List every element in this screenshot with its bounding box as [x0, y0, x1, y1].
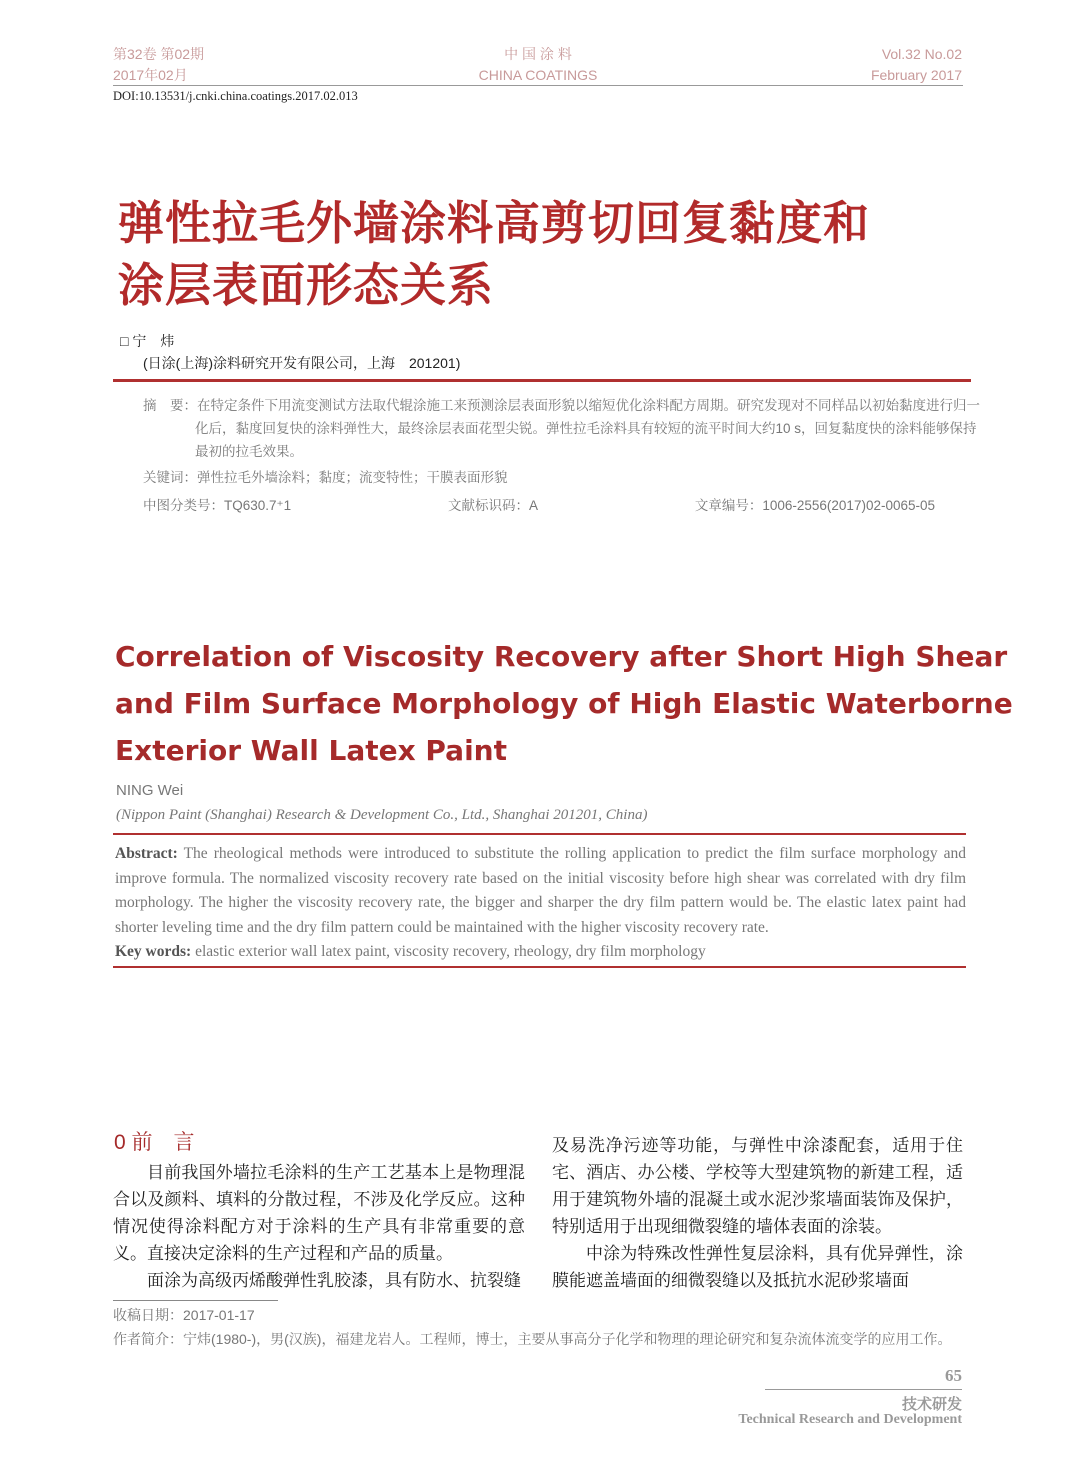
title-cn-line: 涂层表面形态关系: [118, 258, 494, 312]
clc-number: 中图分类号：TQ630.7⁺1: [143, 498, 292, 513]
document-code: 文献标识码：A: [448, 498, 539, 513]
paragraph: 及易洗净污迹等功能，与弹性中涂漆配套，适用于住宅、酒店、办公楼、学校等大型建筑物的新建工程，适用于建筑物外墙的混凝土或水泥沙浆墙面装饰及保护，特别适用于出现细微裂缝的墙体表面的涂装。: [552, 1136, 963, 1237]
paragraph: 面涂为高级丙烯酸弹性乳胶漆，具有防水、抗裂缝: [147, 1271, 521, 1291]
column-right: [552, 1133, 963, 1295]
journal-cn: 中 国 涂 料: [504, 46, 572, 62]
header-center: [438, 44, 638, 86]
divider: [113, 379, 971, 382]
author-cn: □ 宁 炜: [120, 333, 175, 349]
received-date: 收稿日期：2017-01-17: [113, 1307, 255, 1323]
date-en: February 2017: [870, 67, 962, 83]
title-cn: [118, 192, 870, 316]
section-heading: 0 前 言: [114, 1131, 195, 1154]
doi: DOI:10.13531/j.cnki.china.coatings.2017.02.013: [113, 89, 358, 103]
abstract-en-text: The rheological methods were introduced to substitute the rolling application to predict the film surface morphology and improve formula. The normalized viscosity recovery rate based on the initial viscosity before high shear was correlated with dry film morphology. The higher the viscosity recovery rate, the bigger and sharper the dry film pattern would be. The elastic latex paint had shorter leveling time and the dry film pattern could be maintained with the higher viscosity recovery rate.: [115, 845, 966, 936]
paragraph: 中涂为特殊改性弹性复层涂料，具有优异弹性，涂膜能遮盖墙面的细微裂缝以及抵抗水泥砂浆墙面: [552, 1244, 963, 1291]
article-number: 文章编号：1006-2556(2017)02-0065-05: [694, 498, 935, 513]
keywords-en: [115, 940, 706, 964]
keywords-en-text: elastic exterior wall latex paint, viscosity recovery, rheology, dry film morphology: [191, 943, 706, 960]
affiliation-cn: (日涂(上海)涂料研究开发有限公司，上海 201201): [143, 355, 461, 371]
abstract-cn: [143, 394, 987, 463]
journal-en: CHINA COATINGS: [478, 67, 598, 83]
footer-rule: [765, 1389, 962, 1390]
title-cn-line: 弹性拉毛外墙涂料高剪切回复黏度和: [118, 196, 870, 250]
title-en-line: Exterior Wall Latex Paint: [115, 734, 507, 767]
header-right: [871, 44, 962, 86]
title-en-line: Correlation of Viscosity Recovery after Short High Shear: [115, 640, 1008, 673]
author-en: NING Wei: [116, 782, 184, 799]
column-left: [113, 1160, 525, 1295]
date-cn: 2017年02月: [113, 67, 188, 83]
paragraph: 目前我国外墙拉毛涂料的生产工艺基本上是物理混合以及颜料、填料的分散过程，不涉及化学反应。这种情况使得涂料配方对于涂料的生产具有非常重要的意义。直接决定涂料的生产过程和产品的质量。: [113, 1163, 525, 1264]
abstract-cn-label: 摘 要：: [143, 398, 197, 413]
title-en-line: and Film Surface Morphology of High Elastic Waterborne: [115, 687, 1013, 720]
author-bio: 作者简介：宁炜(1980-)，男(汉族)，福建龙岩人。工程师，博士，主要从事高分子化学和物理的理论研究和复杂流体流变学的应用工作。: [113, 1331, 952, 1347]
keywords-cn: 关键词：弹性拉毛外墙涂料；黏度；流变特性；干膜表面形貌: [143, 470, 508, 485]
title-en: [115, 633, 1013, 774]
footer-section-en: Technical Research and Development: [738, 1412, 962, 1427]
footnote-rule: [113, 1300, 278, 1301]
keywords-en-label: Key words:: [115, 943, 192, 960]
divider: [113, 966, 966, 968]
affiliation-en: (Nippon Paint (Shanghai) Research & Development Co., Ltd., Shanghai 201201, China): [116, 807, 648, 823]
header-left: [113, 44, 204, 86]
volume-cn: 第32卷 第02期: [113, 46, 205, 62]
footer-section-cn: 技术研发: [901, 1397, 962, 1413]
divider: [113, 833, 966, 835]
abstract-en: [115, 842, 966, 940]
volume-en: Vol.32 No.02: [881, 46, 962, 62]
page-number: 65: [945, 1366, 962, 1385]
abstract-cn-text: 在特定条件下用流变测试方法取代辊涂施工来预测涂层表面形貌以缩短优化涂料配方周期。研究发现对不同样品以初始黏度进行归一化后，黏度回复快的涂料弹性大，最终涂层表面花型尖锐。弹性拉毛涂料具有较短的流平时间大约10 s，回复黏度快的涂料能够保持最初的拉毛效果。: [195, 398, 980, 459]
header-rule: [113, 85, 963, 86]
abstract-en-label: Abstract:: [115, 845, 178, 862]
